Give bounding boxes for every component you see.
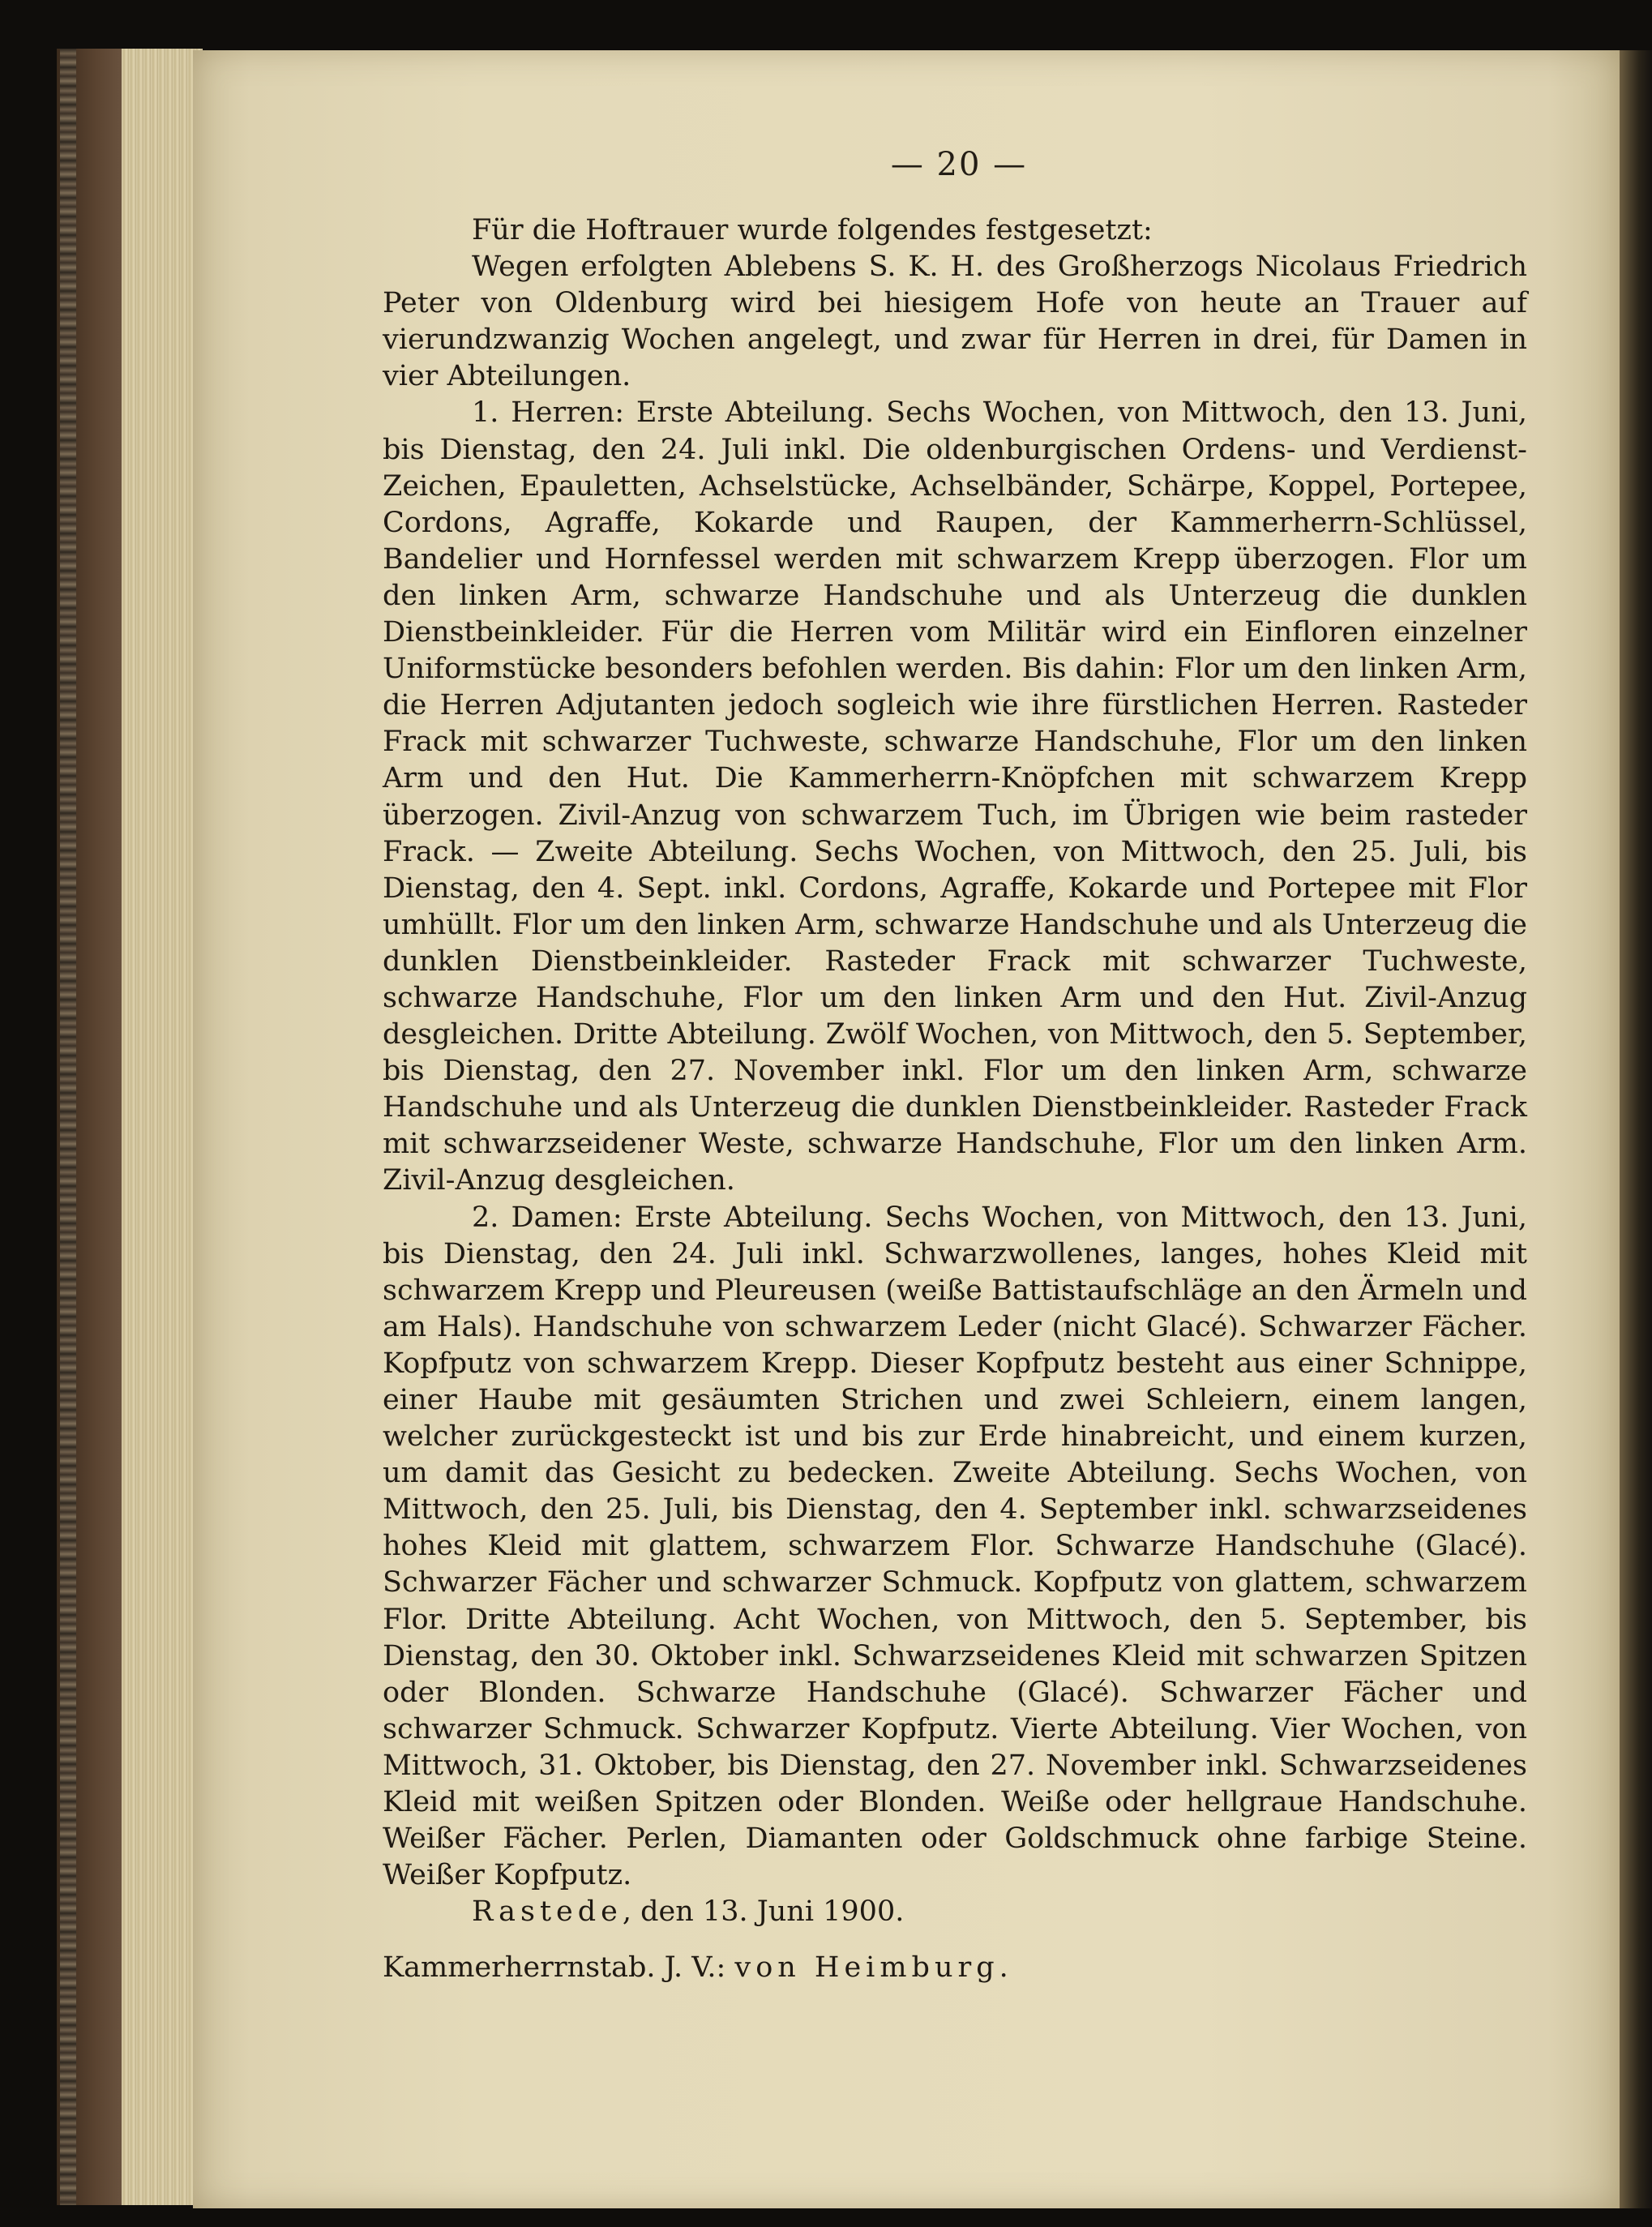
intro-line: Für die Hoftrauer wurde folgendes festgesetzt: xyxy=(472,214,1153,246)
signature-name: von Heimburg. xyxy=(734,1951,1013,1985)
signature-office: Kammerherrnstab. J. V.: xyxy=(383,1951,735,1985)
date-text: , den 13. Juni 1900. xyxy=(622,1895,905,1929)
marbled-cover-texture xyxy=(60,49,76,2205)
signature-line xyxy=(383,1930,1527,1986)
place-date-line xyxy=(383,1894,1527,1930)
paragraph-herren: 1. Herren: Erste Abteilung. Sechs Wochen, von Mittwoch, den 13. Juni, bis Dienstag, den 24. Juli inkl. Die oldenburgischen Ordens- und Verdienst-Zeichen, Epauletten, Achselstücke, Achselbänder, Schärpe, Koppel, Portepee, Cordons, Agraffe, Kokarde und Raupen, der Kammerherrn-Schlüssel, Bandelier und Hornfessel werden mit schwarzem Krepp überzogen. Flor um den linken Arm, schwarze Handschuhe und als Unterzeug die dunklen Dienstbeinkleider. Für die Herren vom Militär wird ein Einfloren einzelner Uniformstücke besonders befohlen werden. Bis dahin: Flor um den linken Arm, die Herren Adjutanten jedoch sogleich wie ihre fürstlichen Herren. Rasteder Frack mit schwarzer Tuchweste, schwarze Handschuhe, Flor um den linken Arm und den Hut. Die Kammerherrn-Knöpfchen mit schwarzem Krepp überzogen. Zivil-Anzug von schwarzem Tuch, im Übrigen wie beim rasteder Frack. — Zweite Abteilung. Sechs Wochen, von Mittwoch, den 25. Juli, bis Dienstag, den 4. Sept. inkl. Cordons, Agraffe, Kokarde und Portepee mit Flor umhüllt. Flor um den linken Arm, schwarze Handschuhe und als Unterzeug die dunklen Dienstbeinkleider. Rasteder Frack mit schwarzer Tuchweste, schwarze Handschuhe, Flor um den linken Arm und den Hut. Zivil-Anzug desgleichen. Dritte Abteilung. Zwölf Wochen, von Mittwoch, den 5. September, bis Dienstag, den 27. November inkl. Flor um den linken Arm, schwarze Handschuhe und als Unterzeug die dunklen Dienstbeinkleider. Rasteder Frack mit schwarzseidener Weste, schwarze Handschuhe, Flor um den linken Arm. Zivil-Anzug desgleichen. xyxy=(383,396,1527,1197)
paragraph-announcement: Wegen erfolgten Ablebens S. K. H. des Großherzogs Nicolaus Friedrich Peter von Oldenburg wird bei hiesigem Hofe von heute an Trauer auf vierundzwanzig Wochen angelegt, und zwar für Herren in drei, für Damen in vier Abteilungen. xyxy=(383,251,1527,393)
book-gutter xyxy=(1620,50,1652,2208)
place-name: Rastede xyxy=(472,1895,623,1929)
page-stack-edges xyxy=(122,49,203,2205)
body-text xyxy=(383,212,1527,1987)
paragraph-damen: 2. Damen: Erste Abteilung. Sechs Wochen, von Mittwoch, den 13. Juni, bis Dienstag, den 24. Juli inkl. Schwarzwollenes, langes, hohes Kleid mit schwarzem Krepp und Pleureusen (weiße Battistaufschläge an den Ärmeln und am Hals). Handschuhe von schwarzem Leder (nicht Glacé). Schwarzer Fächer. Kopfputz von schwarzem Krepp. Dieser Kopfputz besteht aus einer Schnippe, einer Haube mit gesäumten Strichen und zwei Schleiern, einem langen, welcher zurückgesteckt ist und bis zur Erde hinabreicht, und einem kurzen, um damit das Gesicht zu bedecken. Zweite Abteilung. Sechs Wochen, von Mittwoch, den 25. Juli, bis Dienstag, den 4. September inkl. schwarzseidenes hohes Kleid mit glattem, schwarzem Flor. Schwarze Handschuhe (Glacé). Schwarzer Fächer und schwarzer Schmuck. Kopfputz von glattem, schwarzem Flor. Dritte Abteilung. Acht Wochen, von Mittwoch, den 5. September, bis Dienstag, den 30. Oktober inkl. Schwarzseidenes Kleid mit schwarzen Spitzen oder Blonden. Schwarze Handschuhe (Glacé). Schwarzer Fächer und schwarzer Schmuck. Schwarzer Kopfputz. Vierte Abteilung. Vier Wochen, von Mittwoch, 31. Oktober, bis Dienstag, den 27. November inkl. Schwarzseidenes Kleid mit weißen Spitzen oder Blonden. Weiße oder hellgraue Handschuhe. Weißer Fächer. Perlen, Diamanten oder Goldschmuck ohne farbige Steine. Weißer Kopfputz. xyxy=(383,1201,1527,1892)
page-number: — 20 — xyxy=(890,146,1028,183)
